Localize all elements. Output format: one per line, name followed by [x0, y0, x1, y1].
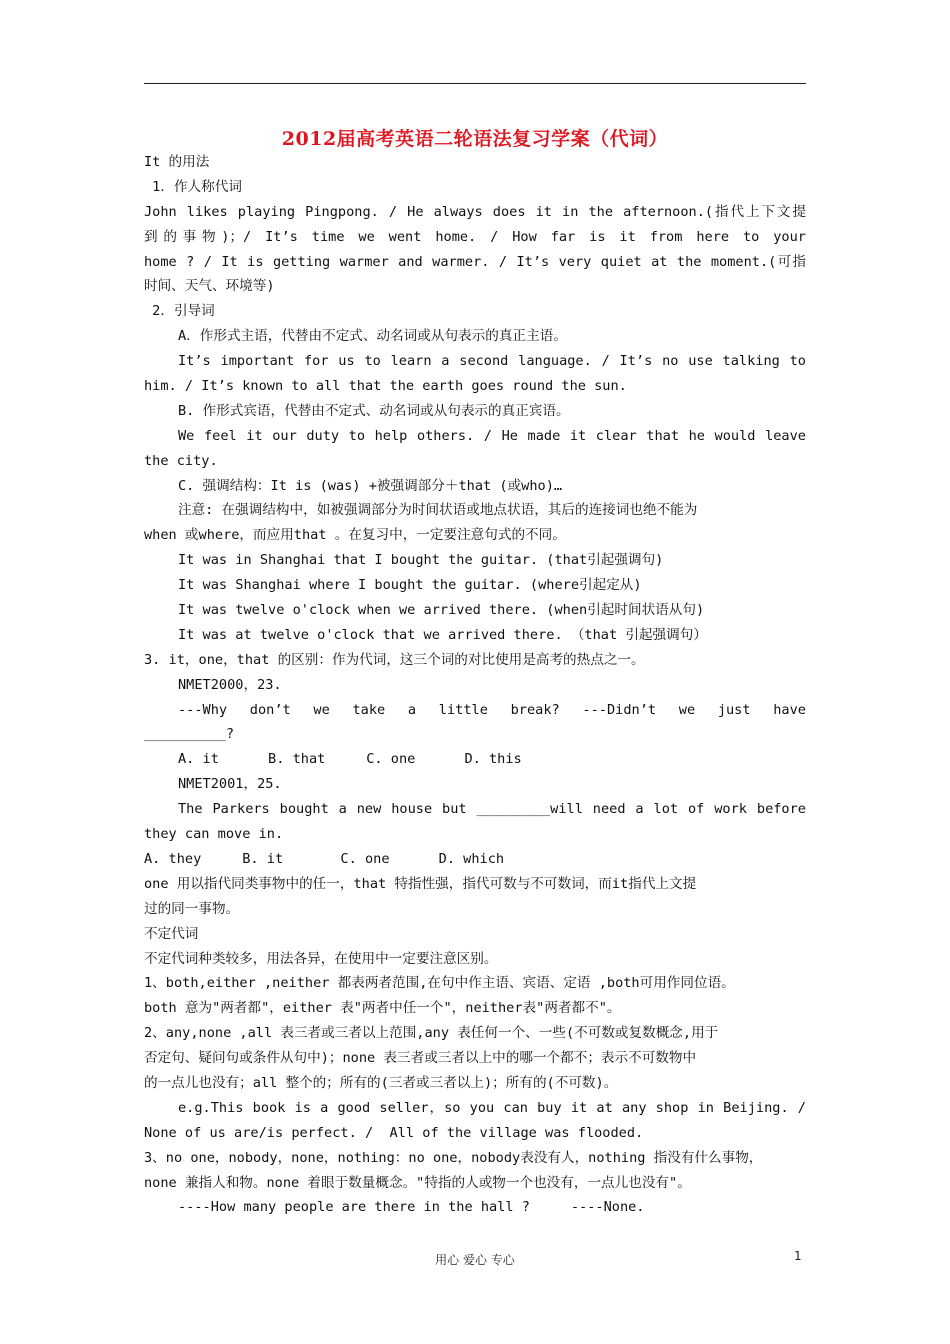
text-line: C. 强调结构：It is (was) +被强调部分＋that (或who)… [178, 477, 563, 494]
text-line: both 意为"两者都"，either 表"两者中任一个"，neither表"两者都不"。 [144, 1000, 621, 1017]
text-line: 的一点儿也没有；all 整个的；所有的(三者或三者以上)；所有的(不可数)。 [144, 1074, 618, 1091]
text-line: the city. [144, 452, 218, 469]
text-line: NMET2001，25. [178, 776, 282, 793]
text-line: John likes playing Pingpong. / He always does it in the afternoon.(指代上下文提 [144, 203, 806, 220]
page-footer: 用心 爱心 专心 [435, 1253, 515, 1267]
text-line: A. it B. that C. one D. this [178, 751, 522, 768]
text-line: NMET2000，23. [178, 676, 282, 693]
text-line: ----How many people are there in the hall ? ----None. [178, 1199, 645, 1216]
text-line: A．作形式主语，代替由不定式、动名词或从句表示的真正主语。 [178, 328, 567, 345]
text-line: 1．作人称代词 [144, 178, 242, 195]
text-line: We feel it our duty to help others. / He made it clear that he would leave [178, 427, 806, 444]
page-title: 2012届高考英语二轮语法复习学案（代词） [281, 128, 669, 150]
text-line: when 或where，而应用that 。在复习中，一定要注意句式的不同。 [144, 527, 566, 544]
text-line: 不定代词种类较多，用法各异，在使用中一定要注意区别。 [144, 950, 498, 967]
text-line: None of us are/is perfect. / All of the village was flooded. [144, 1124, 644, 1141]
text-line: A. they B. it C. one D. which [144, 850, 505, 867]
text-line: 否定句、疑问句或条件从句中)；none 表三者或三者以上中的哪一个都不；表示不可数物中 [144, 1050, 697, 1067]
text-line: 不定代词 [144, 925, 199, 942]
text-line: home ? / It is getting warmer and warmer. / It’s very quiet at the moment.(可指 [144, 253, 806, 270]
text-line: __________? [144, 726, 235, 743]
text-line: 时间、天气、环境等) [144, 278, 275, 295]
text-line: they can move in. [144, 826, 284, 843]
text-line: 注意: 在强调结构中，如被强调部分为时间状语或地点状语，其后的连接词也绝不能为 [178, 502, 698, 519]
text-line: e.g.This book is a good seller，so you can buy it at any shop in Beijing. / [178, 1099, 806, 1116]
text-line: one 用以指代同类事物中的任一，that 特指性强，指代可数与不可数词，而it指代上文提 [144, 875, 697, 892]
text-line: 2、any,none ,all 表三者或三者以上范围,any 表任何一个、一些(不可数或复数概念,用于 [144, 1025, 719, 1042]
text-line: It was twelve o'clock when we arrived there. (when引起时间状语从句) [178, 602, 705, 619]
text-line: The Parkers bought a new house but _________will need a lot of work before [178, 801, 806, 818]
text-line: It 的用法 [144, 154, 210, 170]
page-number: 1 [794, 1249, 802, 1263]
text-line: B. 作形式宾语，代替由不定式、动名词或从句表示的真正宾语。 [178, 402, 570, 419]
text-line: none 兼指人和物。none 着眼于数量概念。"特指的人或物一个也没有，一点儿也没有"。 [144, 1174, 691, 1191]
text-line: 3. it，one，that 的区别：作为代词，这三个词的对比使用是高考的热点之一。 [144, 651, 645, 668]
document-body [144, 150, 806, 1220]
text-line: 1、both,either ,neither 都表两者范围,在句中作主语、宾语、定语 ,both可用作同位语。 [144, 975, 735, 992]
text-line: It was Shanghai where I bought the guitar. (where引起定从) [178, 577, 642, 594]
text-line: 2．引导词 [144, 303, 215, 320]
text-line: 3、no one，nobody，none，nothing：no one，nobody表没有人，nothing 指没有什么事物， [144, 1149, 763, 1166]
text-line: ---Why don’t we take a little break? ---Didn’t we just have [178, 701, 806, 718]
text-line: It’s important for us to learn a second language. / It’s no use talking to [178, 353, 806, 370]
text-line: It was in Shanghai that I bought the guitar. (that引起强调句) [178, 552, 664, 569]
text-line: 过的同一事物。 [144, 900, 240, 917]
text-line: him. / It’s known to all that the earth goes round the sun. [144, 378, 627, 395]
text-line: 到的事物)；/ It’s time we went home. / How far is it from here to your [144, 228, 806, 245]
header-rule [144, 83, 806, 84]
text-line: It was at twelve o'clock that we arrived there. （that 引起强调句） [178, 626, 707, 643]
